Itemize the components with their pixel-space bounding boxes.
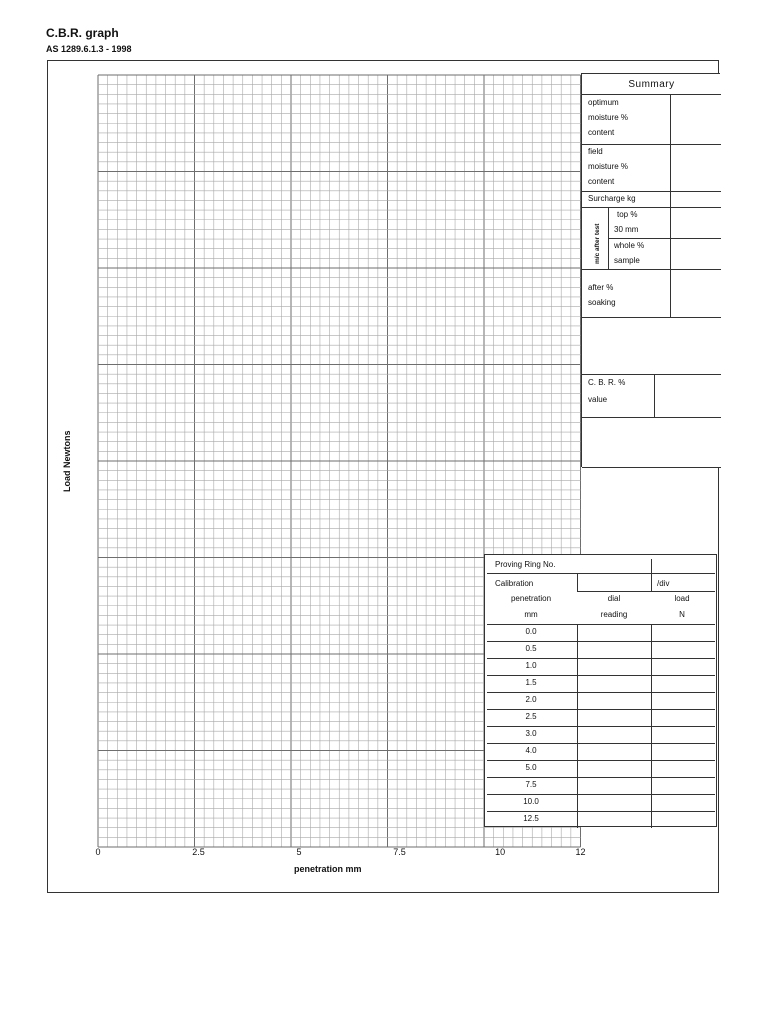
per-div-label: /div [657, 579, 670, 588]
divider [487, 726, 715, 727]
divider [651, 559, 652, 573]
divider [487, 794, 715, 795]
divider [487, 743, 715, 744]
penetration-value: 1.0 [525, 661, 537, 670]
cbr-value-row [582, 375, 721, 418]
penetration-value: 12.5 [523, 814, 539, 823]
summary-panel [581, 73, 720, 467]
top-label-1: top % [617, 210, 638, 219]
x-tick-label: 0 [95, 847, 101, 857]
optimum-label-3: content [588, 128, 615, 137]
divider [670, 95, 671, 145]
penetration-value: 7.5 [525, 780, 537, 789]
proving-ring-table [484, 554, 717, 827]
divider [487, 760, 715, 761]
divider [670, 270, 671, 318]
penetration-value: 1.5 [525, 678, 537, 687]
col-dial-2: reading [600, 610, 628, 619]
optimum-label-1: optimum [588, 98, 619, 107]
penetration-value: 5.0 [525, 763, 537, 772]
divider [487, 658, 715, 659]
mc-after-test-group [582, 208, 721, 270]
x-tick-label: 7.5 [393, 847, 406, 857]
penetration-value: 3.0 [525, 729, 537, 738]
y-axis-label: Load Newtons [62, 430, 72, 492]
cbr-label-1: C. B. R. % [588, 378, 626, 387]
penetration-value: 4.0 [525, 746, 537, 755]
col-load-2: N [679, 610, 685, 619]
x-tick-label: 2.5 [192, 847, 205, 857]
summary-heading: Summary [582, 74, 721, 95]
divider [670, 192, 671, 208]
col-penetration-2: mm [524, 610, 538, 619]
divider [670, 145, 671, 192]
whole-label-1: whole % [614, 241, 645, 250]
surcharge-row [582, 192, 721, 208]
divider [670, 208, 671, 270]
surcharge-label: Surcharge kg [588, 194, 636, 203]
field-label-3: content [588, 177, 615, 186]
top-label-2: 30 mm [614, 225, 639, 234]
x-axis-label: penetration mm [294, 864, 362, 874]
x-tick-label: 5 [296, 847, 302, 857]
blank-row [582, 318, 721, 375]
divider [487, 624, 715, 625]
divider [487, 675, 715, 676]
divider [651, 574, 652, 591]
standard-reference: AS 1289.6.1.3 - 1998 [46, 44, 132, 54]
penetration-value: 2.0 [525, 695, 537, 704]
soaking-label-2: soaking [588, 298, 616, 307]
page-title: C.B.R. graph [46, 26, 119, 40]
penetration-value: 2.5 [525, 712, 537, 721]
divider [487, 777, 715, 778]
divider [577, 591, 715, 592]
divider [487, 709, 715, 710]
blank-row-2 [582, 418, 721, 468]
after-soaking-row [582, 270, 721, 318]
field-label-2: moisture % [588, 162, 629, 171]
divider [487, 573, 715, 574]
divider [654, 375, 655, 418]
soaking-label-1: after % [588, 283, 614, 292]
penetration-value: 0.5 [525, 644, 537, 653]
penetration-value: 10.0 [523, 797, 539, 806]
col-load-1: load [674, 594, 690, 603]
penetration-value: 0.0 [525, 627, 537, 636]
mc-after-test-label: m/c after test [594, 223, 601, 264]
col-penetration-1: penetration [510, 594, 552, 603]
proving-ring-label: Proving Ring No. [495, 560, 556, 569]
divider [577, 574, 578, 591]
x-tick-label: 10 [495, 847, 506, 857]
optimum-moisture-row [582, 95, 721, 145]
field-moisture-row [582, 145, 721, 192]
divider [487, 692, 715, 693]
x-tick-label: 12 [575, 847, 586, 857]
col-dial-1: dial [607, 594, 621, 603]
divider [487, 641, 715, 642]
divider [487, 811, 715, 812]
optimum-label-2: moisture % [588, 113, 629, 122]
calibration-label: Calibration [495, 579, 534, 588]
cbr-label-2: value [588, 395, 608, 404]
divider [608, 208, 609, 270]
whole-label-2: sample [614, 256, 640, 265]
field-label-1: field [588, 147, 603, 156]
